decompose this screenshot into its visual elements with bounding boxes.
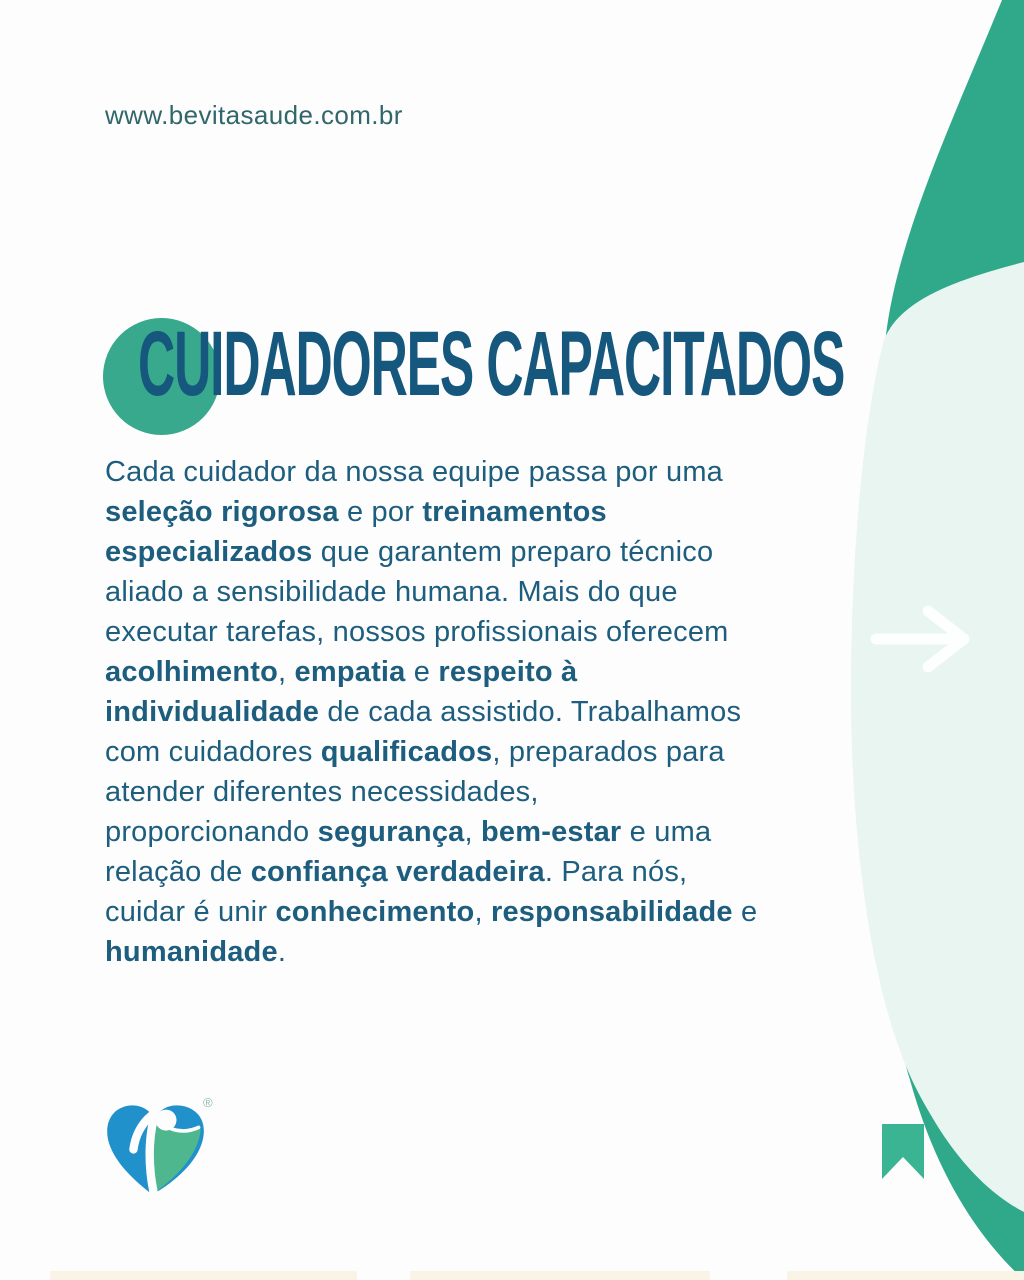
paragraph-text: cuidar é unir bbox=[105, 896, 276, 928]
paragraph-text: e por bbox=[338, 496, 423, 528]
paragraph-bold-text: acolhimento bbox=[105, 656, 278, 688]
paragraph-text: relação de bbox=[105, 856, 251, 888]
paragraph-text: . Para nós, bbox=[544, 856, 688, 888]
paragraph-text: atender diferentes necessidades, bbox=[105, 776, 539, 808]
progress-segment bbox=[50, 1271, 357, 1280]
paragraph-bold-text: especializados bbox=[105, 536, 313, 568]
heart-person-logo-icon bbox=[103, 1100, 208, 1200]
paragraph-bold-text: conhecimento bbox=[275, 896, 475, 928]
paragraph-line bbox=[105, 732, 865, 772]
paragraph-line bbox=[105, 892, 865, 932]
body-paragraph bbox=[105, 452, 865, 972]
page-title-text: CUIDADORES CAPACITADOS bbox=[138, 313, 845, 415]
paragraph-bold-text: humanidade bbox=[105, 936, 278, 968]
registered-trademark: ® bbox=[203, 1095, 213, 1110]
paragraph-text: que garantem preparo técnico bbox=[312, 536, 714, 568]
paragraph-line bbox=[105, 492, 865, 532]
brand-logo bbox=[103, 1095, 223, 1200]
paragraph-text: , bbox=[474, 896, 491, 928]
paragraph-bold-text: respeito à bbox=[438, 656, 578, 688]
paragraph-bold-text: responsabilidade bbox=[490, 896, 733, 928]
paragraph-text: , bbox=[464, 816, 481, 848]
paragraph-text: com cuidadores bbox=[105, 736, 321, 768]
paragraph-bold-text: individualidade bbox=[105, 696, 320, 728]
paragraph-text: e uma bbox=[621, 816, 712, 848]
paragraph-text: e bbox=[732, 896, 758, 928]
paragraph-bold-text: empatia bbox=[294, 656, 406, 688]
paragraph-line bbox=[105, 572, 865, 612]
paragraph-bold-text: confiança verdadeira bbox=[250, 856, 545, 888]
bottom-progress-segments bbox=[0, 1271, 1024, 1280]
paragraph-text: e bbox=[405, 656, 439, 688]
right-arrow-icon bbox=[876, 611, 964, 667]
paragraph-text: . bbox=[277, 936, 287, 968]
paragraph-line bbox=[105, 932, 865, 972]
website-url: www.bevitasaude.com.br bbox=[105, 100, 403, 130]
paragraph-bold-text: treinamentos bbox=[422, 496, 607, 528]
paragraph-line bbox=[105, 452, 865, 492]
paragraph-text: , preparados para bbox=[492, 736, 725, 768]
paragraph-bold-text: segurança bbox=[317, 816, 465, 848]
paragraph-line bbox=[105, 652, 865, 692]
paragraph-text: Cada cuidador da nossa equipe passa por uma bbox=[105, 456, 724, 488]
progress-segment bbox=[787, 1271, 1024, 1280]
paragraph-line bbox=[105, 772, 865, 812]
paragraph-line bbox=[105, 612, 865, 652]
paragraph-text: aliado a sensibilidade humana. Mais do que bbox=[105, 576, 678, 608]
bookmark-icon bbox=[882, 1124, 924, 1179]
paragraph-text: de cada assistido. Trabalhamos bbox=[319, 696, 742, 728]
page-title bbox=[138, 313, 1024, 415]
paragraph-bold-text: seleção rigorosa bbox=[105, 496, 339, 528]
paragraph-line bbox=[105, 692, 865, 732]
paragraph-text: proporcionando bbox=[105, 816, 318, 848]
paragraph-bold-text: bem-estar bbox=[481, 816, 622, 848]
progress-segment bbox=[410, 1271, 710, 1280]
paragraph-line bbox=[105, 532, 865, 572]
decor-green-shape bbox=[872, 0, 1024, 1280]
paragraph-bold-text: qualificados bbox=[320, 736, 493, 768]
paragraph-line bbox=[105, 812, 865, 852]
paragraph-text: executar tarefas, nossos profissionais oferecem bbox=[105, 616, 729, 648]
paragraph-text: , bbox=[278, 656, 295, 688]
paragraph-line bbox=[105, 852, 865, 892]
